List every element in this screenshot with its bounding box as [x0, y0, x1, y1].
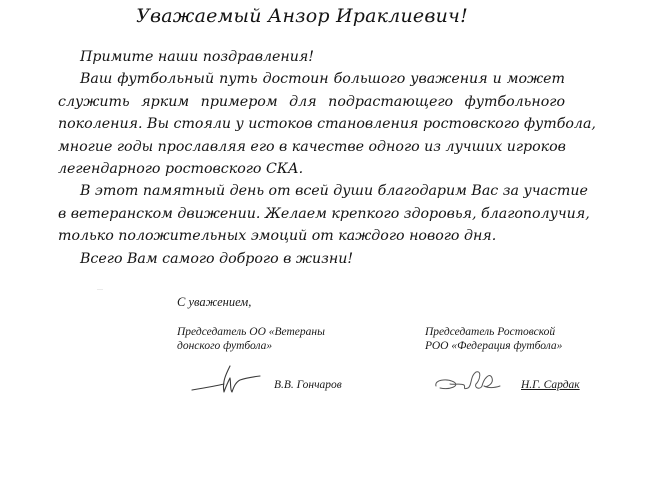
letter-body — [58, 46, 596, 270]
paragraph-line: В этот памятный день от всей души благодарим Вас за участие — [80, 183, 588, 200]
handwritten-signature-icon — [432, 368, 504, 396]
signatory-name-right: Н.Г. Сардак — [521, 379, 580, 391]
scan-artifact — [97, 289, 103, 290]
signatory-name-left: В.В. Гончаров — [274, 379, 342, 391]
salutation: Уважаемый Анзор Ираклиевич! — [136, 5, 468, 27]
paragraph-line: Всего Вам самого доброго в жизни! — [80, 250, 354, 267]
paragraph-line: служить ярким примером для подрастающего футбольного — [58, 93, 565, 110]
signatory-title-right — [425, 325, 562, 353]
signatory-title-line: РОО «Федерация футбола» — [425, 340, 563, 352]
paragraph-line: Примите наши поздравления! — [80, 49, 314, 65]
signatory-title-line: Председатель ОО «Ветераны — [177, 326, 325, 338]
paragraph-line: поколения. Вы стояли у истоков становления ростовского футбола, — [58, 116, 596, 133]
signatory-title-line: донского футбола» — [177, 340, 273, 352]
closing: С уважением, — [177, 295, 252, 309]
paragraph-line: в ветеранском движении. Желаем крепкого здоровья, благополучия, — [58, 205, 590, 222]
paragraph-line: Ваш футбольный путь достоин большого уважения и может — [80, 71, 565, 88]
signatory-title-left — [177, 325, 325, 353]
paragraph-line: легендарного ростовского СКА. — [58, 161, 304, 178]
paragraph-line: только положительных эмоций от каждого нового дня. — [58, 228, 497, 245]
signatory-title-line: Председатель Ростовской — [425, 326, 556, 338]
handwritten-signature-icon — [190, 364, 265, 396]
paragraph-line: многие годы прославляя его в качестве одного из лучших игроков — [58, 138, 566, 155]
